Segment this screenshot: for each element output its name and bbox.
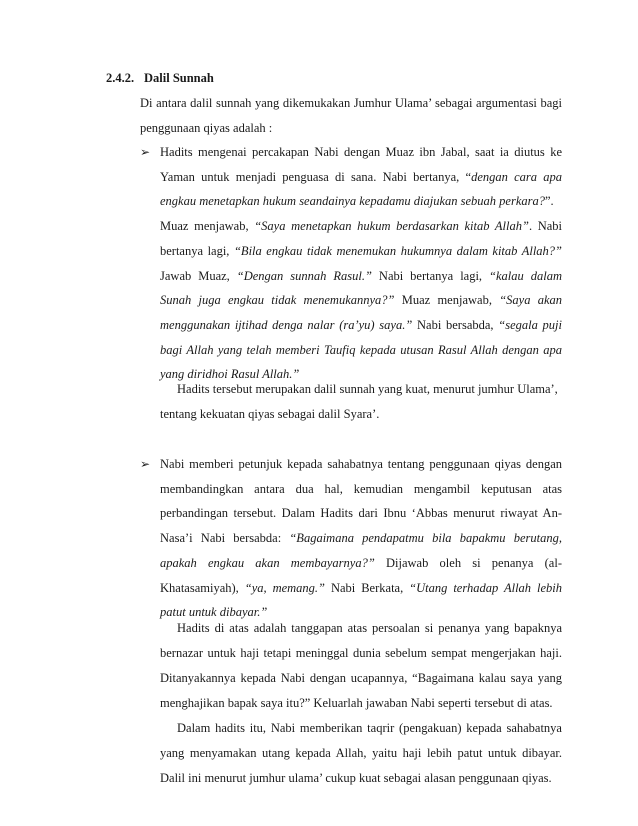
italic-quote-text: Sunah juga engkau tidak menemukannya?” — [160, 293, 395, 308]
italic-quote-text: “Saya menetapkan hukum berdasarkan kitab Allah” — [254, 219, 529, 234]
italic-quote-text: dengan cara apa — [471, 169, 562, 184]
text-span: perbandingan tersebut. Dalam Hadits dari Ibnu ‘Abbas menurut riwayat An- — [160, 506, 562, 521]
section-heading — [106, 71, 214, 86]
text-span: Yaman untuk menjadi penguasa di sana. Nabi bertanya, “ — [160, 169, 472, 184]
italic-quote-text: “Bagaimana pendapatmu bila bapakmu berutang, — [289, 531, 562, 546]
section-title: Dalil Sunnah — [144, 71, 214, 85]
italic-quote-text: “Bila engkau tidak menemukan hukumnya dalam kitab Allah?” — [233, 243, 562, 258]
bullet-arrow-icon: ➢ — [140, 457, 151, 471]
text-span: Muaz menjawab, — [394, 293, 500, 308]
hadith-line — [160, 555, 562, 571]
paragraph-line: Hadits tersebut merupakan dalil sunnah yang kuat, menurut jumhur Ulama’, — [177, 382, 558, 396]
paragraph-line: Ditanyakannya kepada Nabi dengan ucapannya, “Bagaimana kalau saya yang — [160, 671, 562, 685]
hadith-line — [160, 292, 562, 308]
paragraph-line: tentang kekuatan qiyas sebagai dalil Syara’. — [160, 407, 380, 421]
hadith-line — [160, 456, 562, 472]
hadith-line — [160, 193, 554, 209]
italic-quote-text: bagi Allah yang telah memberi Taufiq kepada utusan Rasul Allah dengan apa — [160, 342, 562, 357]
text-span: bertanya lagi, — [160, 243, 234, 258]
text-span: . Nabi — [528, 219, 562, 234]
paragraph-line: yang menyamakan utang kepada Allah, yaitu haji lebih patut untuk dibayar. — [160, 746, 562, 760]
text-span: Nabi bersabda, — [412, 317, 499, 332]
intro-line: Di antara dalil sunnah yang dikemukakan Jumhur Ulama’ sebagai argumentasi bagi — [140, 96, 562, 110]
bullet-arrow-icon: ➢ — [140, 145, 151, 159]
paragraph-line: Dalil ini menurut jumhur ulama’ cukup kuat sebagai alasan penggunaan qiyas. — [160, 771, 552, 785]
italic-quote-text: “Utang terhadap Allah lebih — [409, 580, 562, 595]
text-span: membandingkan antara dua hal, kemudian mengambil keputusan atas — [160, 481, 562, 496]
italic-quote-text: “ya, memang.” — [244, 580, 326, 595]
italic-quote-text: patut untuk dibayar.” — [160, 605, 268, 620]
text-span: Hadits mengenai percakapan Nabi dengan Muaz ibn Jabal, saat ia diutus ke — [160, 145, 562, 159]
text-span: Nabi memberi petunjuk kepada sahabatnya tentang penggunaan qiyas dengan — [160, 457, 562, 471]
hadith-line — [160, 366, 299, 382]
hadith-line — [160, 481, 562, 497]
intro-line: penggunaan qiyas adalah : — [140, 121, 273, 135]
hadith-line — [160, 604, 267, 620]
hadith-line — [160, 144, 562, 160]
paragraph-line: Dalam hadits itu, Nabi memberikan taqrir (pengakuan) kepada sahabatnya — [177, 721, 562, 735]
italic-quote-text: yang diridhoi Rasul Allah.” — [160, 367, 300, 382]
text-span: ”. — [544, 194, 554, 209]
hadith-line — [160, 317, 562, 333]
text-span: Nabi Berkata, — [325, 580, 410, 595]
italic-quote-text: “Saya akan — [499, 293, 562, 308]
hadith-line — [160, 243, 562, 259]
text-span: Jawab Muaz, — [160, 268, 237, 283]
section-number: 2.4.2. — [106, 71, 135, 85]
text-span: Khatasamiyah), — [160, 580, 245, 595]
italic-quote-text: apakah engkau akan membayarnya?” — [160, 555, 375, 570]
italic-quote-text: “kalau dalam — [489, 268, 562, 283]
hadith-line — [160, 530, 562, 546]
paragraph-line: menghajikan bapak saya itu?” Keluarlah jawaban Nabi seperti tersebut di atas. — [160, 696, 553, 710]
hadith-line — [160, 342, 562, 358]
hadith-line — [160, 218, 562, 234]
text-span: Nasa’i Nabi bersabda: — [160, 531, 290, 546]
italic-quote-text: “segala puji — [498, 317, 562, 332]
hadith-line — [160, 268, 562, 284]
paragraph-line: bernazar untuk haji tetapi meninggal dunia sebelum sempat mengerjakan haji. — [160, 646, 562, 660]
text-span: Nabi bertanya lagi, — [371, 268, 490, 283]
italic-quote-text: “Dengan sunnah Rasul.” — [236, 268, 372, 283]
hadith-line — [160, 580, 562, 596]
hadith-line — [160, 169, 562, 185]
italic-quote-text: engkau menetapkan hukum seandainya kepadamu diajukan sebuah perkara? — [160, 194, 545, 209]
hadith-line — [160, 505, 562, 521]
italic-quote-text: menggunakan ijtihad denga nalar (ra’yu) saya.” — [160, 317, 413, 332]
text-span: Dijawab oleh si penanya (al- — [374, 555, 562, 570]
paragraph-line: Hadits di atas adalah tanggapan atas persoalan si penanya yang bapaknya — [177, 621, 562, 635]
text-span: Muaz menjawab, — [160, 219, 255, 234]
